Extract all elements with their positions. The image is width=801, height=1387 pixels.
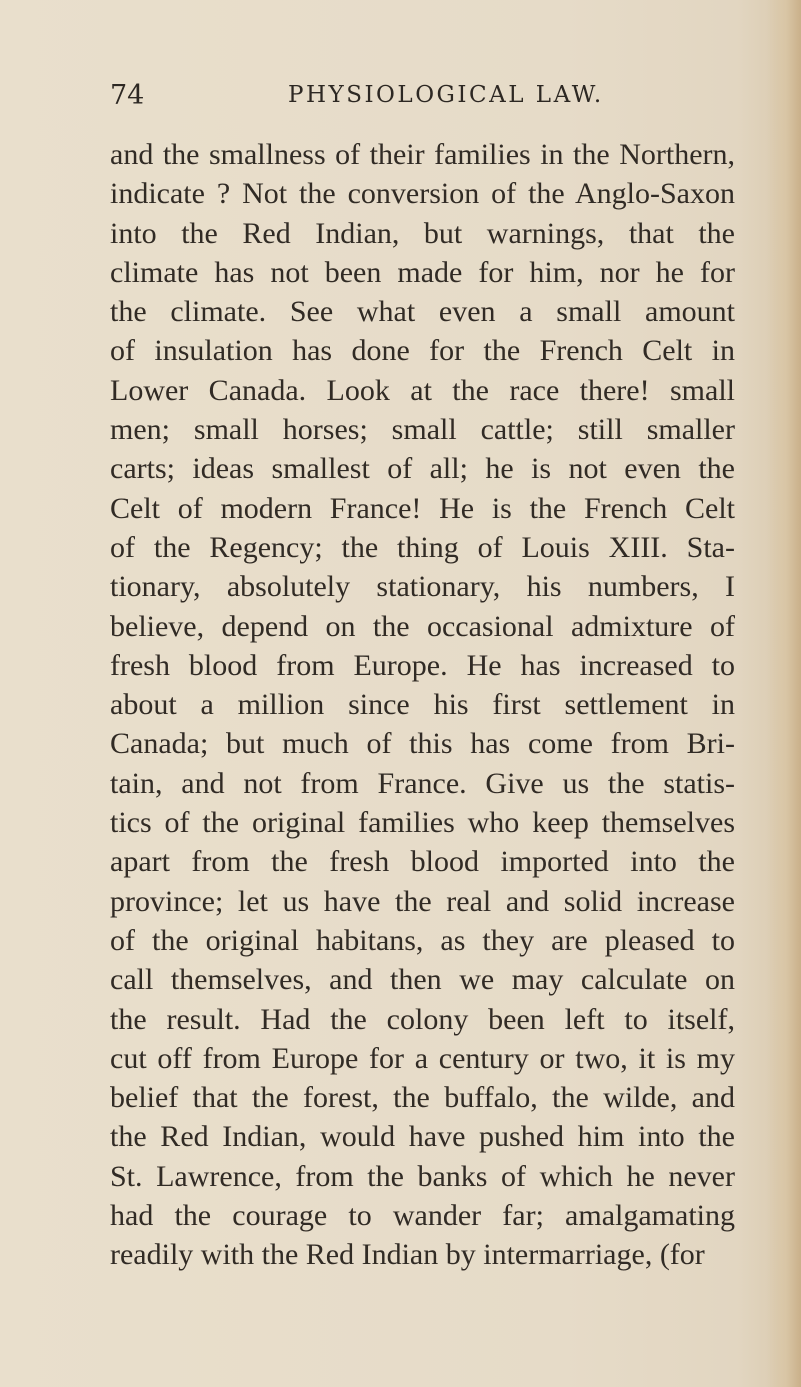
text-line: call themselves, and then we may calculate on <box>110 963 735 997</box>
text-line: tics of the original families who keep themselves <box>110 806 735 840</box>
text-line: Canada; but much of this has come from Bri- <box>110 727 735 761</box>
text-line: men; small horses; small cattle; still smaller <box>110 413 735 447</box>
text-line: St. Lawrence, from the banks of which he never <box>110 1159 735 1193</box>
text-line: of the original habitans, as they are pleased to <box>110 923 735 957</box>
text-line: fresh blood from Europe. He has increased to <box>110 648 735 682</box>
text-line: readily with the Red Indian by intermarriage, (for <box>110 1238 705 1272</box>
page-number: 74 <box>110 80 145 111</box>
text-line: apart from the fresh blood imported into the <box>110 845 735 879</box>
text-line: into the Red Indian, but warnings, that the <box>110 216 735 250</box>
text-line: of the Regency; the thing of Louis XIII. Sta- <box>110 530 735 564</box>
text-line: indicate ? Not the conversion of the Anglo-Saxon <box>110 177 735 211</box>
text-line: the climate. See what even a small amount <box>110 295 735 329</box>
text-line: the result. Had the colony been left to itself, <box>110 1002 735 1036</box>
text-line: province; let us have the real and solid increase <box>110 884 735 918</box>
text-line: Lower Canada. Look at the race there! small <box>110 373 735 407</box>
text-line: belief that the forest, the buffalo, the wilde, and <box>110 1081 735 1115</box>
text-line: Celt of modern France! He is the French Celt <box>110 491 735 525</box>
body-text <box>110 135 735 1275</box>
text-line: cut off from Europe for a century or two, it is my <box>110 1041 735 1075</box>
text-line: of insulation has done for the French Celt in <box>110 334 735 368</box>
running-head: PHYSIOLOGICAL LAW. <box>288 82 604 108</box>
text-line: tionary, absolutely stationary, his numbers, I <box>110 570 735 604</box>
page-edge-shadow <box>767 0 801 1387</box>
text-line: had the courage to wander far; amalgamating <box>110 1199 735 1233</box>
page-header <box>110 80 735 120</box>
text-line: the Red Indian, would have pushed him into the <box>110 1120 735 1154</box>
text-line: carts; ideas smallest of all; he is not even the <box>110 452 735 486</box>
text-line: tain, and not from France. Give us the statis- <box>110 766 735 800</box>
text-line: climate has not been made for him, nor he for <box>110 255 735 289</box>
text-line: about a million since his first settlement in <box>110 688 735 722</box>
text-line: believe, depend on the occasional admixture of <box>110 609 735 643</box>
text-line: and the smallness of their families in the Northern, <box>110 138 735 171</box>
